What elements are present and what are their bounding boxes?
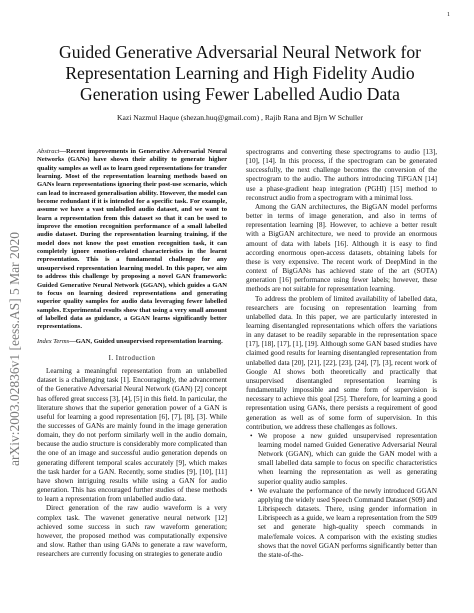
section-heading: I. Introduction <box>108 354 156 362</box>
paragraph: Learning a meaningful representation from an unlabelled dataset is a challenging task [1]. Encouragingly, the advancement of the Generative Adversarial Neural Network (GAN) [2] concept has offered great success [3], [4], [5] in this field. In particular, the literature shows that the superior generation power of a GAN is useful for learning a good representation [6], [7], [8], [3]. While the successes of GANs are mainly found in the image generation domain, they do not perform similarly well in the audio domain, because the audio structure is considerably more complicated than the one of an image and successful audio generation depends on generating different temporal scales accurately [9], which makes the task harder for a GAN. Recently, some studies [9], [10], [11] have shown intriguing results while using a GAN for audio generation. This has encouraged further studies of these methods to learn a representation from unlabelled audio data. <box>37 367 227 504</box>
arxiv-stamp <box>5 126 25 466</box>
left-column <box>37 148 227 559</box>
paragraph: To address the problem of limited availability of labelled data, researchers are focusing on representation learning from unlabelled data. In this paper, we are particularly interested in learning disentangled representations which offers the variations in any dataset to be readily separable in the representation space [17], [18], [17], [1], [19]. Although some GAN based studies have claimed good results for learning disentangled representation from unlabelled data [20], [21], [22], [23], [24], [7], [3], recent work of Google AI shows both theoretically and practically that unsupervised disentangled representation learning is fundamentally impossible and some form of supervision is necessary to achieve this goal [25]. Therefore, for learning a good representation using GANs, there persists a requirement of good generation as well as of some form of supervision. In this contribution, we address these challenges as follows. <box>246 294 437 431</box>
right-column <box>246 148 437 560</box>
index-terms-text: —GAN, Guided unsupervised representation learning. <box>69 337 223 345</box>
contribution-list <box>246 432 437 560</box>
paragraph: Among the GAN architectures, the BigGAN model performs better in terms of image generation, and also in terms of representation learning [8]. However, to achieve a better result with a BigGAN architecture, we need to provide an enormous amount of data with labels [16]. Although it is easy to find according enormous open-access datasets, obtaining labels for these is very expensive. The recent work of DeepMind in the context of BigGANs has achieved state of the art (SOTA) generation [16] performance using fewer labels; however, these methods are not suitable for representation learning. <box>246 202 437 294</box>
paragraph: Direct generation of the raw audio waveform is a very complex task. The wavenet generative neural network [12] achieved some success in such raw waveform generation; however, the proposed method was computationally expensive and slow. Rather than using GANs to generate a raw waveform, researchers are currently focusing on strategies to generate audio <box>37 504 227 559</box>
arxiv-id: arXiv:2003.02836v1 [eess.AS] 5 Mar 2020 <box>7 232 22 466</box>
abstract <box>37 148 227 332</box>
list-item: • We propose a new guided unsupervised representation learning model named Guided Generative Adversarial Neural Network (GGAN), which can guide the GAN model with a small labelled data sample to focus on specific characteristics when learning the representation as well as generating superior quality audio samples. <box>258 432 437 487</box>
paper-title: Guided Generative Adversarial Neural Network for Representation Learning and High Fidelity Audio Generation using Fewer Labelled Audio Data <box>59 42 421 104</box>
paragraph: spectrograms and converting these spectrograms to audio [13], [10], [14]. In this process, if the spectrogram can be generated successfully, the next challenge becomes the conversion of the spectrogram to the audio. The authors introducing TiFGAN [14] use a phase-gradient heap integration (PGHI) [15] method to reconstruct audio from a spectrogram with a minimal loss. <box>246 148 437 202</box>
abstract-label: Abstract <box>37 148 60 155</box>
paper-authors: Kazi Nazmul Haque (shezan.huq@gmail.com) , Rajib Rana and Bjrn W Schuller <box>116 113 364 122</box>
list-item: • We evaluate the performance of the newly introduced GGAN applying the widely used Speech Command Dataset (S09) and Librispeech datasets. There, using gender information in Librispeech as a guide, we learn a representation from the S09 set and generate high-quality speech commands in male/female voices. A comparison with the existing studies shows that the novel GGAN performs significantly better than the state-of-the- <box>258 487 437 560</box>
abstract-text: —Recent improvements in Generative Adversarial Neural Networks (GANs) have shown their ability to generate higher quality samples as well as to learn good representations for transfer learning. Most of the representation learning methods based on GANs learn representations ignoring their post-use scenario, which can lead to increased generalisation ability. However, the model can become redundant if it is intended for a specific task. For example, assume we have a vast unlabelled audio dataset, and we want to learn a representation from this dataset so that it can be used to improve the emotion recognition performance of a small labelled audio dataset. During the representation learning training, if the model does not know the post emotion recognition task, it can completely ignore emotion-related characteristics in the learnt representation. This is a fundamental challenge for any unsupervised representation learning model. In this paper, we aim to address this challenge by proposing a novel GAN framework: Guided Generative Neural Network (GGAN), which guides a GAN to focus on learning desired representations and generating superior quality samples for audio data leveraging fewer labelled samples. Experimental results show that using a very small amount of labelled data as guidance, a GGAN learns significantly better representations. <box>37 148 227 331</box>
page-number: 1 <box>447 12 450 18</box>
index-terms-label: Index Terms <box>37 337 70 345</box>
index-terms <box>37 338 227 346</box>
